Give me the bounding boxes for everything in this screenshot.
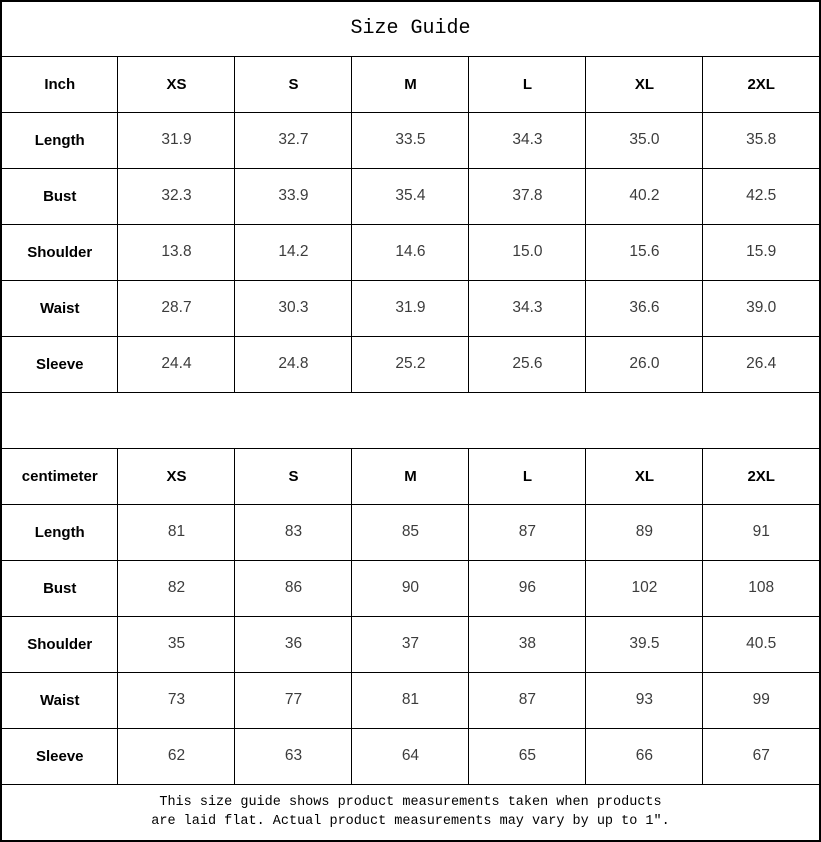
value-cell: 108 xyxy=(703,560,820,616)
row-label: Waist xyxy=(1,672,118,728)
table-row-inch-waist xyxy=(1,280,820,336)
value-cell: 87 xyxy=(469,672,586,728)
cm-header-row xyxy=(1,448,820,504)
value-cell: 63 xyxy=(235,728,352,784)
value-cell: 26.4 xyxy=(703,336,820,392)
value-cell: 37 xyxy=(352,616,469,672)
size-header-m: M xyxy=(352,56,469,112)
spacer-row xyxy=(1,392,820,448)
size-header-xl: XL xyxy=(586,56,703,112)
value-cell: 24.4 xyxy=(118,336,235,392)
table-row-inch-sleeve xyxy=(1,336,820,392)
size-header-2xl: 2XL xyxy=(703,56,820,112)
row-label: Length xyxy=(1,112,118,168)
value-cell: 15.9 xyxy=(703,224,820,280)
value-cell: 96 xyxy=(469,560,586,616)
size-header-2xl: 2XL xyxy=(703,448,820,504)
value-cell: 64 xyxy=(352,728,469,784)
value-cell: 99 xyxy=(703,672,820,728)
row-label: Shoulder xyxy=(1,224,118,280)
title-row xyxy=(1,1,820,56)
table-row-inch-shoulder xyxy=(1,224,820,280)
size-header-l: L xyxy=(469,448,586,504)
value-cell: 30.3 xyxy=(235,280,352,336)
table-row-cm-sleeve xyxy=(1,728,820,784)
table-row-cm-waist xyxy=(1,672,820,728)
value-cell: 36.6 xyxy=(586,280,703,336)
value-cell: 25.2 xyxy=(352,336,469,392)
row-label: Length xyxy=(1,504,118,560)
size-header-s: S xyxy=(235,56,352,112)
table-row-inch-length xyxy=(1,112,820,168)
value-cell: 87 xyxy=(469,504,586,560)
value-cell: 40.5 xyxy=(703,616,820,672)
value-cell: 62 xyxy=(118,728,235,784)
value-cell: 90 xyxy=(352,560,469,616)
value-cell: 42.5 xyxy=(703,168,820,224)
size-header-xs: XS xyxy=(118,56,235,112)
value-cell: 39.5 xyxy=(586,616,703,672)
spacer-cell xyxy=(1,392,820,448)
value-cell: 67 xyxy=(703,728,820,784)
value-cell: 14.6 xyxy=(352,224,469,280)
value-cell: 66 xyxy=(586,728,703,784)
value-cell: 81 xyxy=(118,504,235,560)
value-cell: 15.0 xyxy=(469,224,586,280)
value-cell: 13.8 xyxy=(118,224,235,280)
size-header-xl: XL xyxy=(586,448,703,504)
value-cell: 37.8 xyxy=(469,168,586,224)
value-cell: 38 xyxy=(469,616,586,672)
row-label: Bust xyxy=(1,560,118,616)
size-header-xs: XS xyxy=(118,448,235,504)
value-cell: 86 xyxy=(235,560,352,616)
value-cell: 65 xyxy=(469,728,586,784)
value-cell: 83 xyxy=(235,504,352,560)
table-row-cm-length xyxy=(1,504,820,560)
value-cell: 31.9 xyxy=(118,112,235,168)
value-cell: 32.3 xyxy=(118,168,235,224)
value-cell: 77 xyxy=(235,672,352,728)
value-cell: 73 xyxy=(118,672,235,728)
value-cell: 93 xyxy=(586,672,703,728)
value-cell: 91 xyxy=(703,504,820,560)
value-cell: 89 xyxy=(586,504,703,560)
table-row-cm-shoulder xyxy=(1,616,820,672)
size-header-s: S xyxy=(235,448,352,504)
size-header-l: L xyxy=(469,56,586,112)
value-cell: 35.4 xyxy=(352,168,469,224)
value-cell: 34.3 xyxy=(469,280,586,336)
row-label: Sleeve xyxy=(1,336,118,392)
table-row-cm-bust xyxy=(1,560,820,616)
value-cell: 32.7 xyxy=(235,112,352,168)
value-cell: 24.8 xyxy=(235,336,352,392)
value-cell: 15.6 xyxy=(586,224,703,280)
value-cell: 81 xyxy=(352,672,469,728)
value-cell: 28.7 xyxy=(118,280,235,336)
inch-header-row xyxy=(1,56,820,112)
value-cell: 34.3 xyxy=(469,112,586,168)
value-cell: 40.2 xyxy=(586,168,703,224)
value-cell: 25.6 xyxy=(469,336,586,392)
footer-row xyxy=(1,784,820,841)
value-cell: 82 xyxy=(118,560,235,616)
footer-note xyxy=(1,784,820,841)
value-cell: 35.8 xyxy=(703,112,820,168)
row-label: Sleeve xyxy=(1,728,118,784)
value-cell: 39.0 xyxy=(703,280,820,336)
page-title: Size Guide xyxy=(1,1,820,56)
row-label: Waist xyxy=(1,280,118,336)
value-cell: 31.9 xyxy=(352,280,469,336)
value-cell: 35.0 xyxy=(586,112,703,168)
footer-line-2: are laid flat. Actual product measurements may vary by up to 1″. xyxy=(151,814,670,830)
size-header-m: M xyxy=(352,448,469,504)
row-label: Shoulder xyxy=(1,616,118,672)
footer-line-1: This size guide shows product measurements taken when products xyxy=(159,795,662,811)
value-cell: 36 xyxy=(235,616,352,672)
value-cell: 14.2 xyxy=(235,224,352,280)
row-label: Bust xyxy=(1,168,118,224)
value-cell: 85 xyxy=(352,504,469,560)
value-cell: 26.0 xyxy=(586,336,703,392)
table-row-inch-bust xyxy=(1,168,820,224)
value-cell: 102 xyxy=(586,560,703,616)
value-cell: 33.5 xyxy=(352,112,469,168)
value-cell: 35 xyxy=(118,616,235,672)
unit-header-centimeter: centimeter xyxy=(1,448,118,504)
unit-header-inch: Inch xyxy=(1,56,118,112)
value-cell: 33.9 xyxy=(235,168,352,224)
